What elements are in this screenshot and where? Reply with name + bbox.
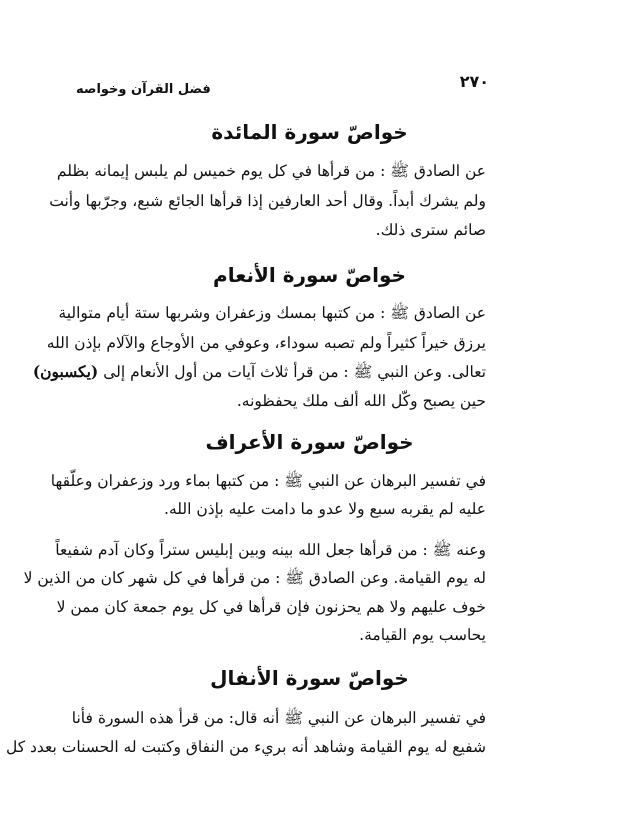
line-text: تعالى. وعن النبي ﷺ : من قرأ ثلاث آيات من أول الأنعام إلى [103, 363, 486, 381]
paragraph-line: صائم سترى ذلك. [375, 221, 486, 239]
paragraph-line: عن الصادق ﷺ : من كتبها بمسك وزعفران وشربها ستة أيام متوالية [58, 304, 486, 322]
paragraph-line: له يوم القيامة. وعن الصادق ﷺ : من قرأها في كل شهر كان من الذين لا [23, 569, 486, 587]
paragraph-line: خوف عليهم ولا هم يحزنون فإن قرأها في كل يوم جمعة كان ممن لا [56, 598, 486, 616]
section-title-al-anfal: خواصّ سورة الأنفال [210, 666, 409, 690]
paragraph-line [32, 357, 486, 387]
quoted-word-yaksibun: (يكسبون) [32, 362, 99, 381]
section-title-al-maida: خواصّ سورة المائدة [211, 120, 408, 144]
paragraph-line: عن الصادق ﷺ : من قرأها في كل يوم خميس لم يلبس إيمانه بظلم [56, 162, 486, 180]
paragraph-line: شفيع له يوم القيامة وشاهد أنه بريء من النفاق وكتبت له الحسنات بعدد كل [5, 738, 486, 756]
running-title: فضل القرآن وخواصه [76, 82, 211, 97]
section-title-al-anam: خواصّ سورة الأنعام [213, 263, 406, 287]
paragraph-line: وعنه ﷺ : من قرأها جعل الله بينه وبين إبليس ستراً وكان آدم شفيعاً [55, 541, 486, 559]
paragraph-line: في تفسير البرهان عن النبي ﷺ أنه قال: من قرأ هذه السورة فأنا [71, 709, 486, 727]
paragraph-line: حين يصبح وكّل الله ألف ملك يحفظونه. [236, 392, 486, 410]
paragraph-line: يرزق خيراً كثيراً ولم تصبه سوداء، وعوفي من الأوجاع والآلام بإذن الله [46, 334, 486, 352]
page-number: ٢٧٠ [459, 72, 489, 91]
paragraph-line: يحاسب يوم القيامة. [359, 626, 486, 644]
paragraph-line: ولم يشرك أبداً. وقال أحد العارفين إذا قرأها الجائع شبع، وجرّبها وأنت [49, 192, 486, 210]
page-header [76, 72, 489, 98]
section-title-al-araf: خواصّ سورة الأعراف [205, 430, 414, 454]
paragraph-line: في تفسير البرهان عن النبي ﷺ : من كتبها بماء ورد وزعفران وعلّقها [50, 472, 486, 490]
paragraph-line: عليه لم يقربه سبع ولا عدو ما دامت عليه بإذن الله. [164, 500, 486, 518]
